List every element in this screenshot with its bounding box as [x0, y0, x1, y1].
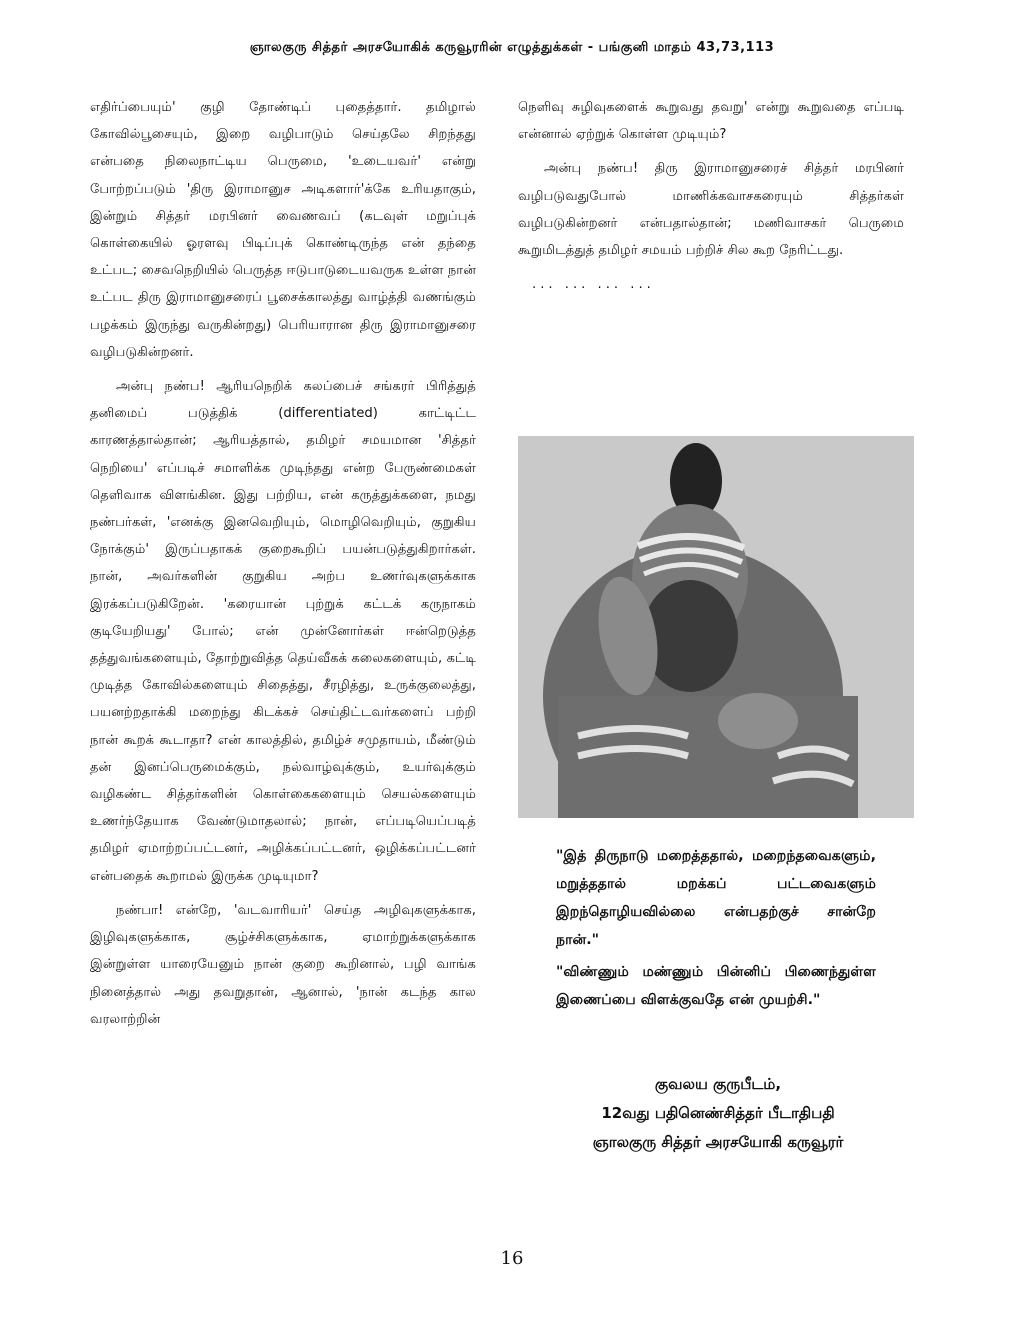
ellipsis: ... ... ... ... [532, 277, 655, 293]
signature-line: 12வது பதினெண்சித்தர் பீடாதிபதி [601, 1104, 835, 1122]
left-column [90, 94, 476, 1040]
running-header: ஞாலகுரு சித்தர் அரசயோகிக் கருவூரரின் எழுத்துக்கள் - பங்குனி மாதம் 43,73,113 [249, 40, 775, 55]
portrait-photo [518, 436, 914, 818]
signature-line: குவலய குருபீடம், [654, 1075, 782, 1093]
paragraph: எதிர்ப்பையும்' குழி தோண்டிப் புதைத்தார். தமிழால் கோவில்பூசையும், இறை வழிபாடும் செய்தலே சிறந்தது என்பதை நிலைநாட்டிய பெருமை, 'உடையவர்' என்று போற்றப்படும் 'திரு இராமானுச அடிகளார்'க்கே உரியதாகும், இன்றும் சித்தர் மரபினர் வைணவப் (கடவுள் மறுப்புக் கொள்கையில் ஓரளவு பிடிப்புக் கொண்டிருந்த என் தந்தை உட்பட; சைவநெறியில் பெருத்த ஈடுபாடுடையவருக உள்ள நான் உட்பட திரு இராமானுசரைப் பூசைக்காலத்து வாழ்த்தி வணங்கும் பழக்கம் இருந்து வருகின்றது) பெரியாரான திரு இராமானுசரை வழிபடுகின்றனர். [90, 100, 476, 360]
paragraph: நண்பா! என்றே, 'வடவாரியர்' செய்த அழிவுகளுக்காக, இழிவுகளுக்காக, சூழ்ச்சிகளுக்காக, ஏமாற்றுக்களுக்காக இன்றுள்ள யாரையேனும் நான் குறை கூறினால், பழி வாங்க நினைத்தால் அது தவறுதான், ஆனால், 'நான் கடந்த கால வரலாற்றின் [90, 902, 476, 1027]
quote: "இத் திருநாடு மறைத்ததால், மறைந்தவைகளும், மறுத்ததால் மறக்கப் பட்டவைகளும் இறந்தொழியவில்லை என்பதற்குச் சான்றே நான்." [556, 848, 876, 948]
paragraph: நெளிவு சுழிவுகளைக் கூறுவது தவறு' என்று கூறுவதை எப்படி என்னால் ஏற்றுக் கொள்ள முடியும்? [518, 100, 904, 143]
page-number: 16 [500, 1248, 524, 1269]
signature-line: ஞாலகுரு சித்தர் அரசயோகி கருவூரர் [592, 1133, 844, 1151]
signature-block [520, 1070, 916, 1157]
paragraph: அன்பு நண்ப! ஆரியநெறிக் கலப்பைச் சங்கரர் பிரித்துத் தனிமைப் படுத்திக் (differentiated) காட்டிட்ட காரணத்தால்தான்; ஆரியத்தால், தமிழர் சமயமான 'சித்தர் நெறியை' எப்படிச் சமாளிக்க முடிந்தது என்ற பேருண்மைகள் தெளிவாக விளங்கின. இது பற்றிய, என் கருத்துக்களை, நமது நண்பர்கள், 'எனக்கு இனவெறியும், மொழிவெறியும், குறுகிய நோக்கும்' இருப்பதாகக் குறைகூறிப் பயன்படுத்துகிறார்கள். நான், அவர்களின் குறுகிய அற்ப உணர்வுகளுக்காக இரக்கப்படுகிறேன். 'கரையான் புற்றுக் கட்டக் கருநாகம் குடியேறியது' போல்; என் முன்னோர்கள் ஈன்றெடுத்த தத்துவங்களையும், தோற்றுவித்த தெய்வீகக் கலைகளையும், கட்டி முடித்த கோவில்களையும் சிதைத்து, சீரழித்து, உருக்குலைத்து, பயனற்றதாக்கி மறைந்து கிடக்கச் செய்திட்டவர்களைப் பற்றி நான் கூறக் கூடாதா? என் காலத்தில், தமிழ்ச் சமுதாயம், மீண்டும் தன் இனப்பெருமைக்கும், நல்வாழ்வுக்கும், உயர்வுக்கும் வழிகண்ட சித்தர்களின் கொள்கைகளையும் செயல்களையும் உணர்ந்தேயாக வேண்டுமாதலால்; நான், எப்படியெப்படித் தமிழர் ஏமாற்றப்பட்டனர், அழிக்கப்பட்டனர், ஒழிக்கப்பட்டனர் என்பதைக் கூறாமல் இருக்க முடியுமா? [90, 379, 476, 884]
portrait-illustration [518, 436, 914, 818]
paragraph: அன்பு நண்ப! திரு இராமானுசரைச் சித்தர் மரபினர் வழிபடுவதுபோல் மாணிக்கவாசகரையும் சித்தர்கள் வழிபடுகின்றனர் என்பதால்தான்; மணிவாசகர் பெருமை கூறுமிடத்துத் தமிழர் சமயம் பற்றிச் சில கூற நேரிட்டது. [518, 161, 904, 259]
quote: "விண்ணும் மண்ணும் பின்னிப் பிணைந்துள்ள இணைப்பை விளக்குவதே என் முயற்சி." [556, 964, 876, 1008]
right-column [518, 94, 904, 298]
